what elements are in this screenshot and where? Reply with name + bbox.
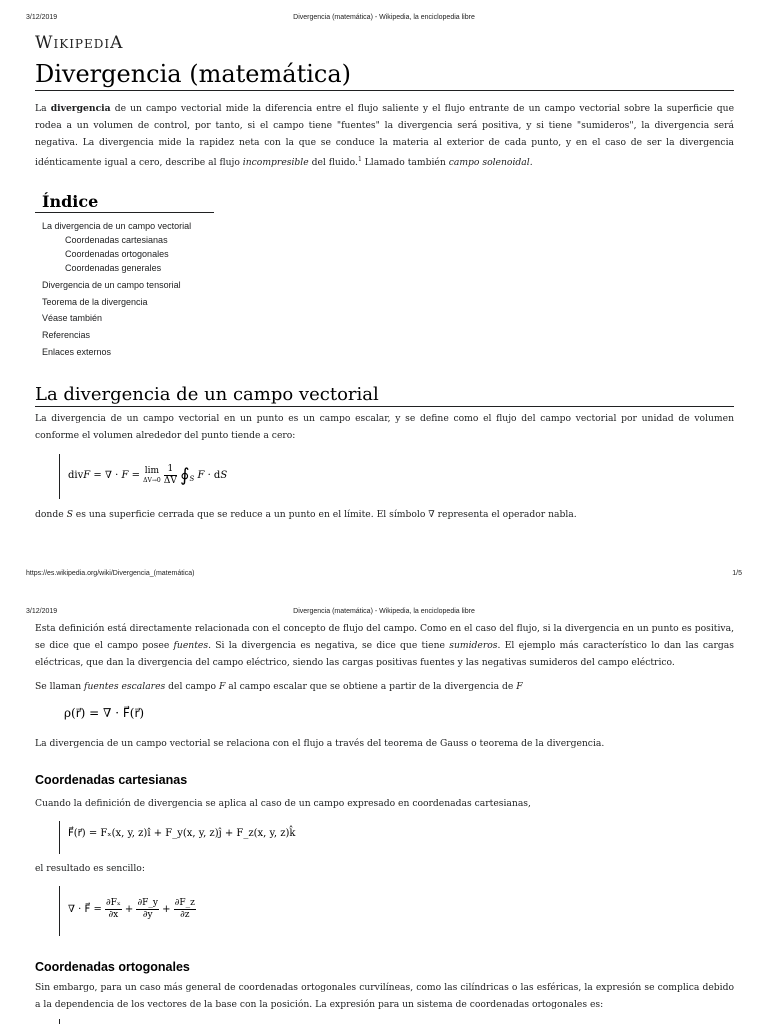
- bold-term: divergencia: [50, 103, 111, 114]
- paragraph: La divergencia de un campo vectorial en un punto es un campo escalar, y se define como el flujo del campo vectorial por unidad de volumen conforme el volumen alrededor del punto tiende a cero:: [35, 413, 734, 441]
- subsection-heading: Coordenadas cartesianas: [35, 773, 188, 787]
- formula-cartesian-divergence: ∇ · F⃗ = $\frac{\text{∂Fₓ}}{\partial x}$ + $\frac{\partial F\_y}{\partial y}$ + $\frac{\partial F\_z}{\partial z}$: [59, 886, 260, 936]
- print-date: 3/12/2019: [26, 608, 58, 615]
- print-date: 3/12/2019: [26, 14, 58, 21]
- paragraph: Sin embargo, para un caso más general de coordenadas ortogonales curvilíneas, como las cilíndricas o las esféricas, la expresión se complica debido a la dependencia de los vectores de la base con la posición. La expresión para un sistema de coordenadas ortogonales es:: [35, 982, 734, 1010]
- toc-item[interactable]: Teorema de la divergencia: [42, 297, 148, 307]
- formula-scalar-sources: ρ(r⃗) = ∇ · F⃗(r⃗): [64, 706, 145, 720]
- print-page-number: 1/5: [732, 570, 742, 577]
- paragraph: Cuando la definición de divergencia se aplica al caso de un campo expresado en coordenadas cartesianas,: [35, 798, 531, 809]
- toc-item[interactable]: Referencias: [42, 330, 91, 340]
- formula-divergence-definition: divF = ∇ · F = lim ΔV→0 $\frac{1}{\Delta V}$ $∮_S$ F · dS: [59, 454, 360, 499]
- reference-link[interactable]: 1: [357, 156, 362, 163]
- paragraph: donde S es una superficie cerrada que se reduce a un punto en el límite. El símbolo ∇ representa el operador nabla.: [35, 509, 577, 520]
- toc-item[interactable]: La divergencia de un campo vectorial: [42, 221, 192, 231]
- toc-item[interactable]: Coordenadas cartesianas: [65, 235, 168, 245]
- page-title: Divergencia (matemática): [35, 60, 734, 91]
- toc-item[interactable]: Divergencia de un campo tensorial: [42, 280, 181, 290]
- paragraph: Se llaman fuentes escalares del campo F al campo escalar que se obtiene a partir de la divergencia de F: [35, 681, 523, 692]
- print-url: https://es.wikipedia.org/wiki/Divergencia_(matemática): [26, 570, 195, 577]
- toc-title: Índice: [35, 192, 214, 213]
- paragraph: el resultado es sencillo:: [35, 863, 145, 874]
- formula-orthogonal-start: [59, 1019, 70, 1024]
- print-title: Divergencia (matemática) - Wikipedia, la enciclopedia libre: [293, 608, 475, 615]
- toc-item[interactable]: Coordenadas generales: [65, 263, 162, 273]
- subsection-heading: Coordenadas ortogonales: [35, 960, 190, 974]
- section-heading: La divergencia de un campo vectorial: [35, 384, 734, 407]
- paragraph: Esta definición está directamente relacionada con el concepto de flujo del campo. Como en el caso del flujo, si la divergencia en un punto es positiva, se dice que el campo posee fuentes. Si la divergencia es negativa, se dice que tiene sumideros. El ejemplo más característico lo dan las cargas eléctricas, que dan la divergencia del campo eléctrico, siendo las cargas positivas fuentes y las negativas sumideros del campo eléctrico.: [35, 623, 734, 668]
- intro-paragraph: La divergencia de un campo vectorial mide la diferencia entre el flujo saliente y el flujo entrante de un campo vectorial sobre la superficie que rodea a un volumen de control, por tanto, si el campo tiene "fuentes" la divergencia será positiva, y si tiene "sumideros", la divergencia será negativa. La divergencia mide la rapidez neta con la que se conduce la materia al exterior de cada punto, y en el caso de ser la divergencia idénticamente igual a cero, describe al flujo incompresible del fluido.$^1$ Llamado también campo solenoidal.: [35, 103, 734, 169]
- wikipedia-wordmark[interactable]: WIKIPEDIA: [35, 33, 124, 53]
- toc-item[interactable]: Coordenadas ortogonales: [65, 249, 169, 259]
- print-title: Divergencia (matemática) - Wikipedia, la enciclopedia libre: [293, 14, 475, 21]
- paragraph: La divergencia de un campo vectorial se relaciona con el flujo a través del teorema de Gauss o teorema de la divergencia.: [35, 738, 605, 749]
- toc-item[interactable]: Véase también: [42, 313, 103, 323]
- toc-item[interactable]: Enlaces externos: [42, 347, 112, 357]
- formula-cartesian-field: F⃗(r⃗) = Fₓ(x, y, z)î + F_y(x, y, z)ĵ + F_z(x, y, z)k̂: [59, 821, 340, 854]
